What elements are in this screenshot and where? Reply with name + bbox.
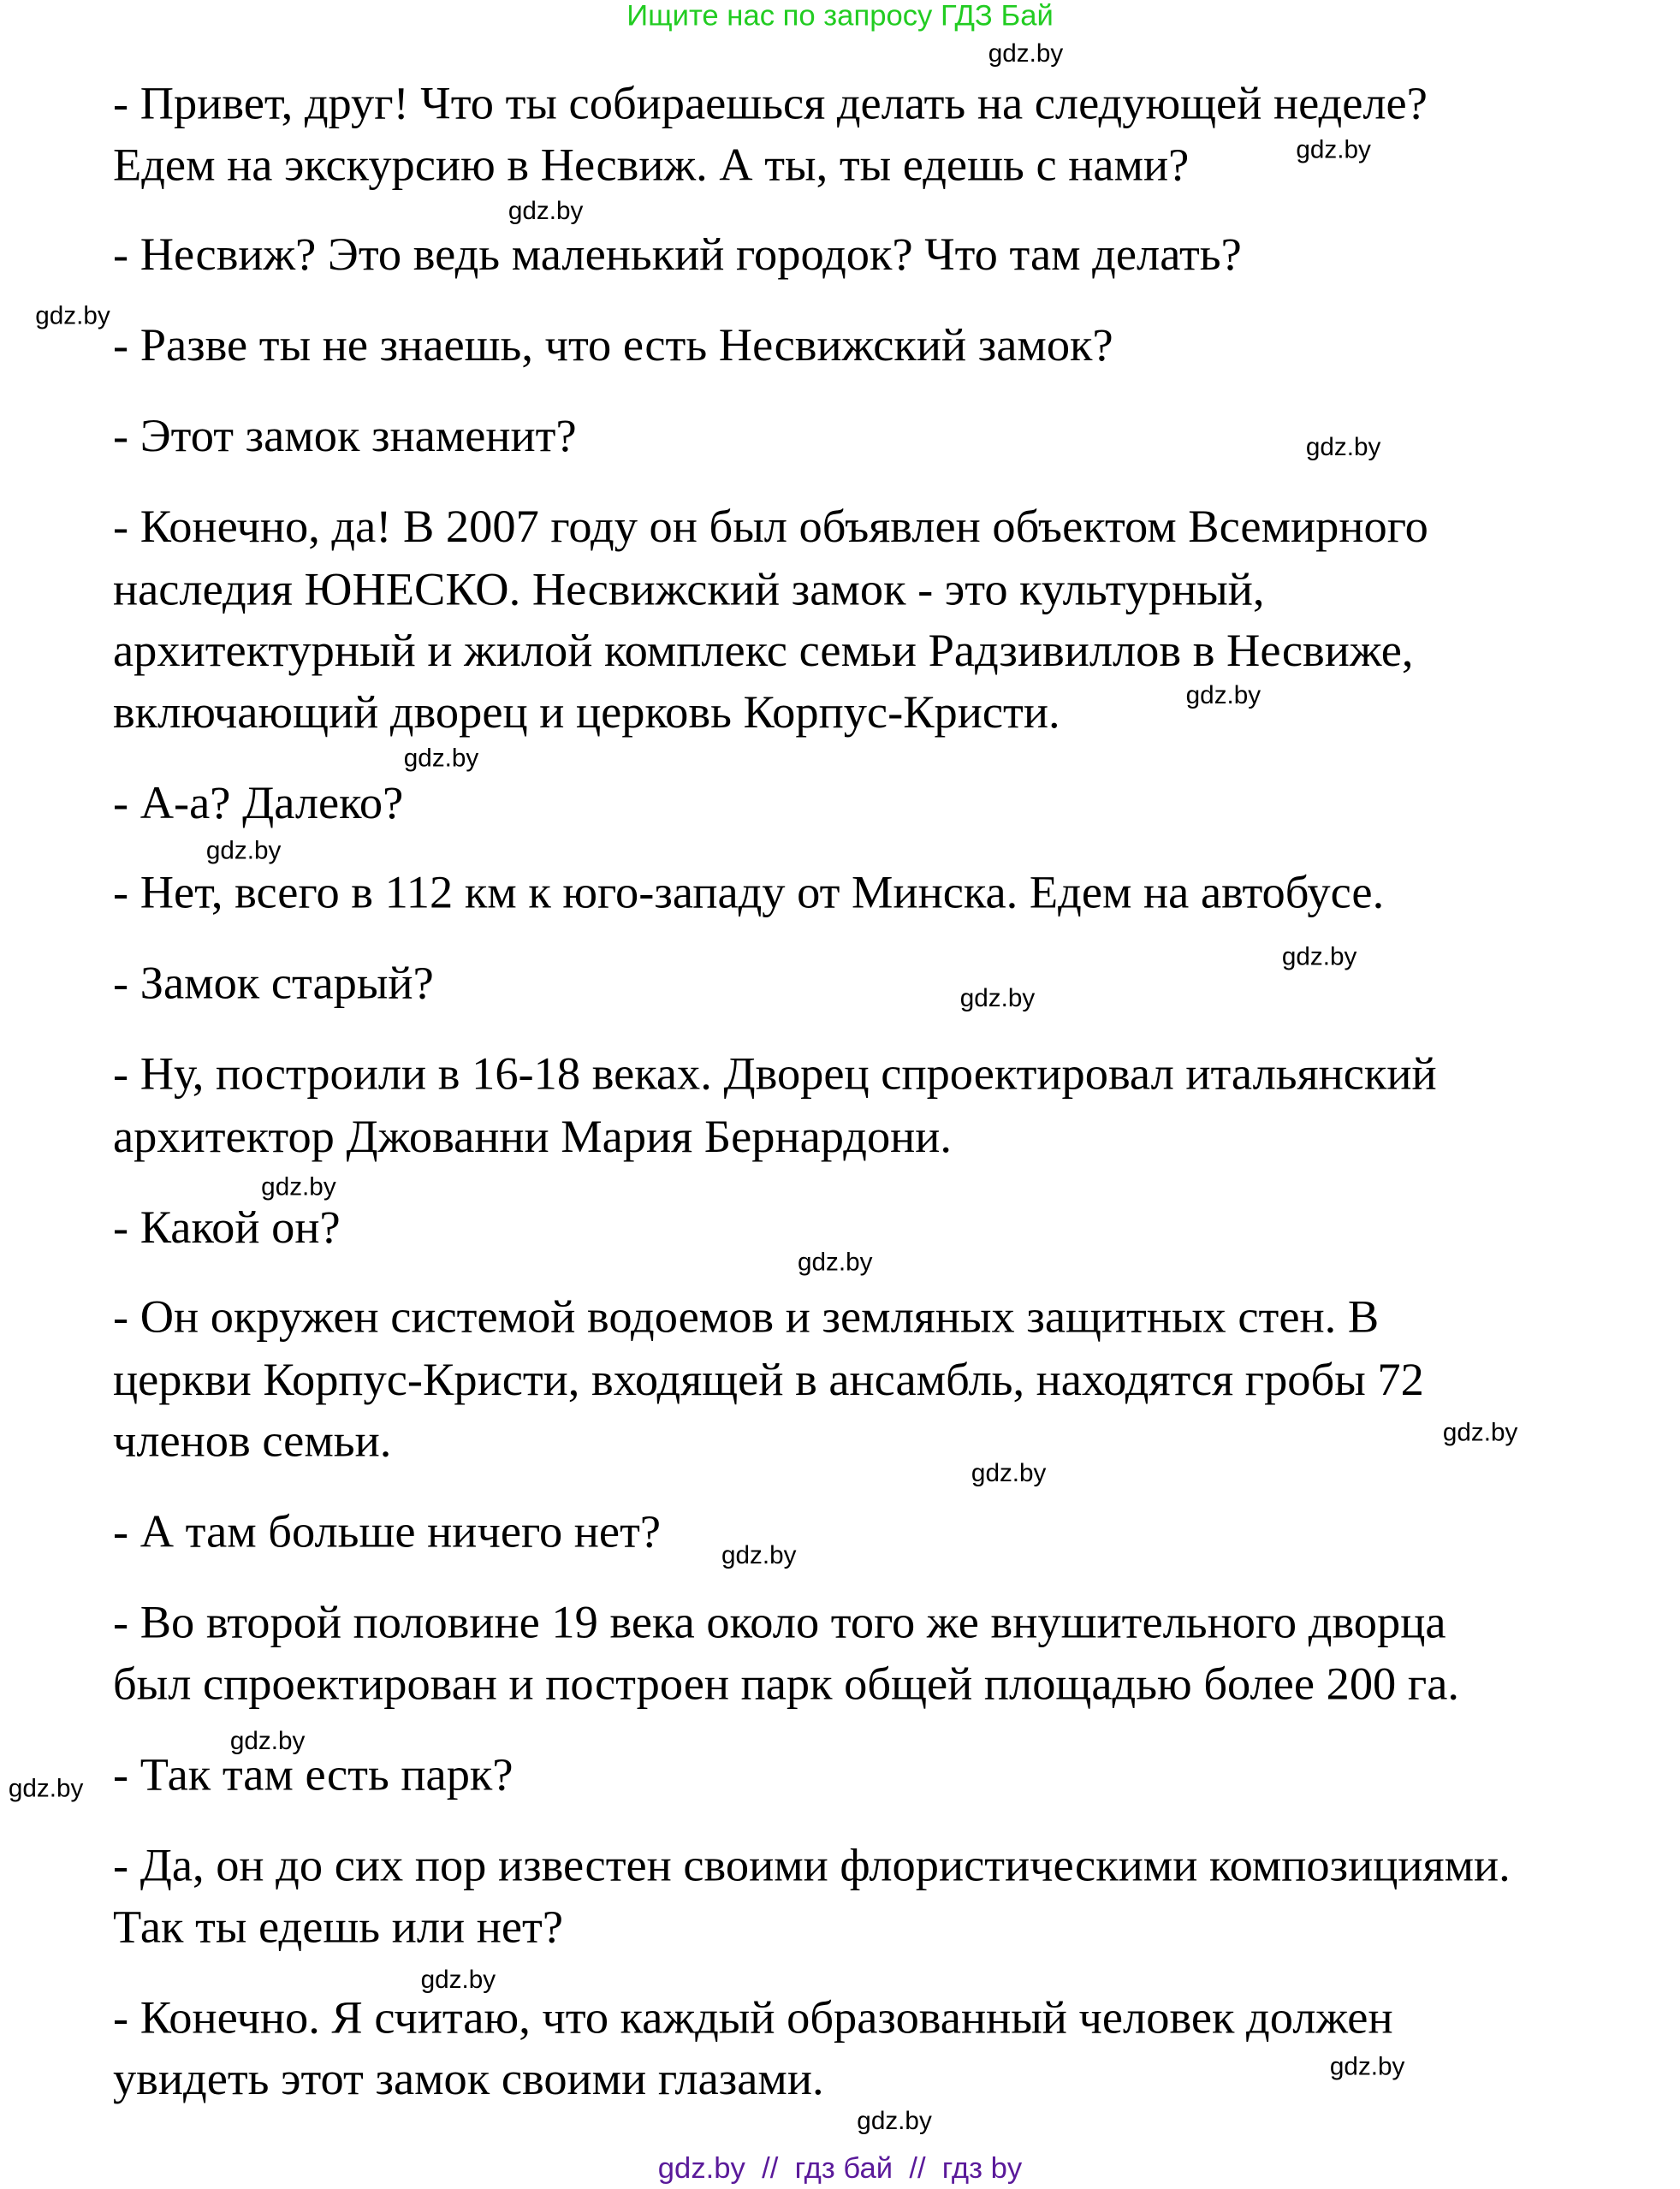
watermark: gdz.by	[857, 2106, 932, 2135]
watermark: gdz.by	[205, 836, 282, 864]
dialogue-line: - Во второй половине 19 века около того же внушительного дворца	[112, 1598, 1446, 1649]
watermark: gdz.by	[229, 1727, 306, 1755]
watermark: gdz.by	[1296, 135, 1371, 163]
dialogue-line: - Нет, всего в 112 км к юго-западу от Минска. Едем на автобусе.	[112, 868, 1385, 919]
watermark: gdz.by	[721, 1541, 797, 1569]
dialogue-line: архитектурный и жилой комплекс семьи Радзивиллов в Несвиже,	[112, 626, 1414, 678]
watermark: gdz.by	[971, 1458, 1047, 1487]
dialogue-line: - Так там есть парк?	[112, 1750, 513, 1801]
dialogue-line: - А-а? Далеко?	[112, 779, 404, 830]
dialogue-line: церкви Корпус-Кристи, входящей в ансамбль, находятся гробы 72	[112, 1356, 1424, 1406]
dialogue-line: - Несвиж? Это ведь маленький городок? Что там делать?	[112, 230, 1242, 281]
dialogue-line: - Ну, построили в 16-18 веках. Дворец спроектировал итальянский	[112, 1049, 1437, 1100]
dialogue-line: Едем на экскурсию в Несвиж. А ты, ты едешь с нами?	[112, 140, 1190, 192]
watermark: gdz.by	[1442, 1418, 1518, 1447]
watermark: gdz.by	[988, 39, 1064, 68]
dialogue-line: - Этот замок знаменит?	[112, 412, 577, 462]
watermark: gdz.by	[8, 1774, 84, 1803]
search-hint-banner: Ищите нас по запросу ГДЗ Бай	[626, 0, 1054, 33]
dialogue-line: членов семьи.	[112, 1416, 392, 1468]
watermark: gdz.by	[1329, 2052, 1405, 2080]
watermark: gdz.by	[798, 1248, 873, 1277]
watermark: gdz.by	[1185, 681, 1261, 709]
dialogue-line: - Какой он?	[112, 1203, 341, 1254]
dialogue-line: наследия ЮНЕСКО. Несвижский замок - это культурный,	[112, 565, 1265, 616]
dialogue-line: - А там больше ничего нет?	[112, 1507, 662, 1558]
dialogue-line: - Конечно, да! В 2007 году он был объявлен объектом Всемирного	[112, 502, 1428, 554]
watermark: gdz.by	[261, 1172, 336, 1201]
dialogue-line: - Да, он до сих пор известен своими флористическими композициями.	[112, 1841, 1511, 1892]
watermark: gdz.by	[35, 301, 110, 330]
dialogue-line: увидеть этот замок своими глазами.	[112, 2055, 824, 2106]
watermark: gdz.by	[959, 984, 1036, 1012]
dialogue-line: архитектор Джованни Мария Бернардони.	[112, 1112, 953, 1163]
dialogue-line: - Конечно. Я считаю, что каждый образованный человек должен	[112, 1993, 1393, 2044]
watermark: gdz.by	[1305, 432, 1381, 461]
dialogue-line: - Он окружен системой водоемов и земляных защитных стен. В	[112, 1292, 1380, 1344]
watermark: gdz.by	[403, 744, 479, 773]
dialogue-line: был спроектирован и построен парк общей площадью более 200 га.	[112, 1659, 1459, 1711]
dialogue-line: включающий дворец и церковь Корпус-Кристи.	[112, 688, 1060, 739]
dialogue-line: - Привет, друг! Что ты собираешься делать на следующей неделе?	[112, 79, 1428, 130]
watermark: gdz.by	[508, 197, 584, 225]
dialogue-line: - Разве ты не знаешь, что есть Несвижский замок?	[112, 321, 1113, 371]
footer-links[interactable]: gdz.by // гдз бай // гдз by	[657, 2152, 1023, 2186]
watermark: gdz.by	[420, 1966, 496, 1994]
watermark: gdz.by	[1281, 942, 1357, 970]
dialogue-line: Так ты едешь или нет?	[112, 1902, 564, 1954]
dialogue-line: - Замок старый?	[112, 958, 434, 1010]
